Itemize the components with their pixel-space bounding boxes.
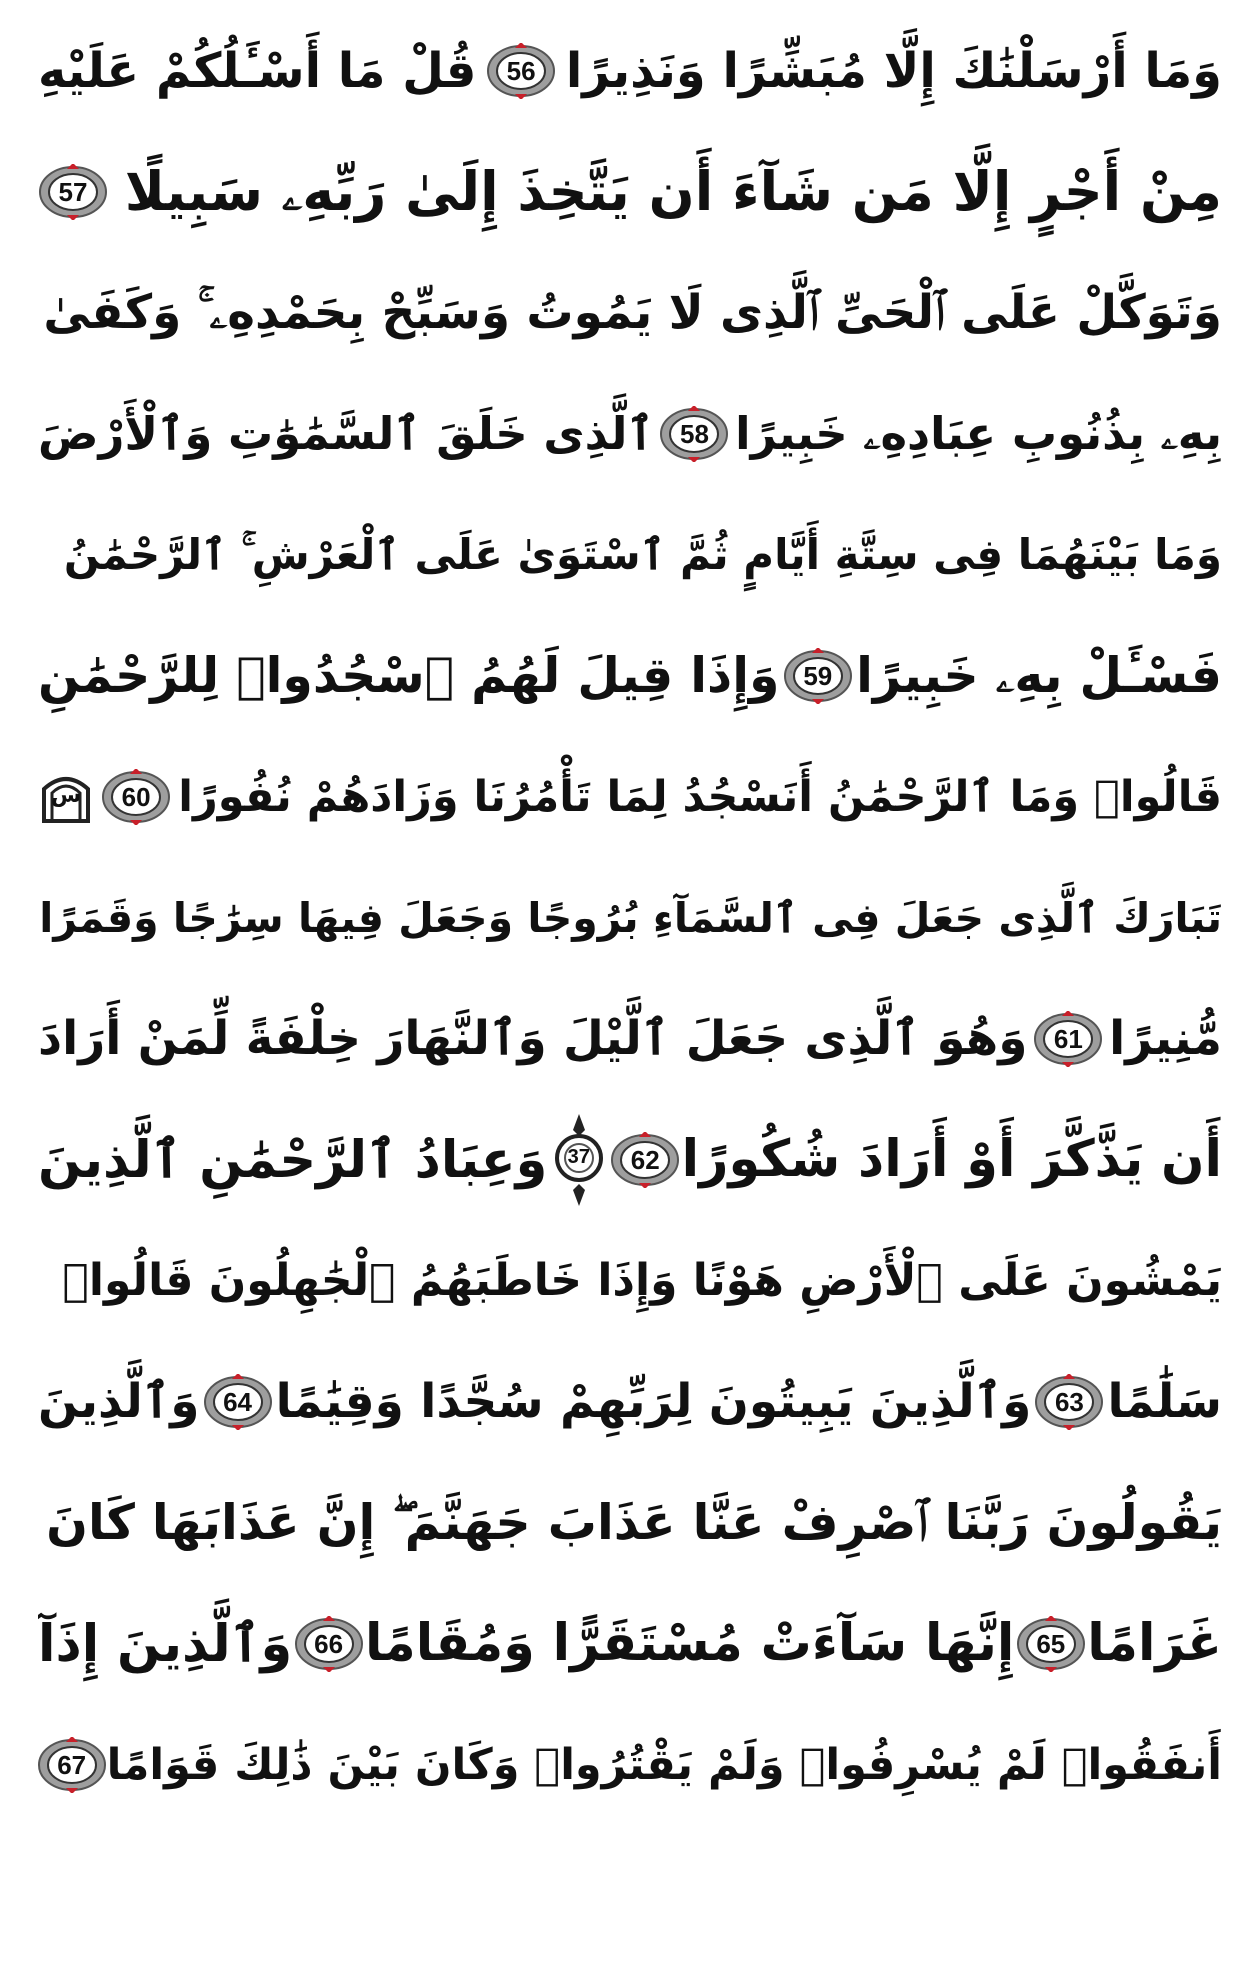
verse-text: وَٱلَّذِينَ إِذَآ <box>38 1614 293 1674</box>
quran-line <box>38 736 1222 857</box>
ayah-number: 59 <box>803 660 833 691</box>
verse-text: مُّنِيرًا <box>1109 1011 1222 1066</box>
verse-text: إِنَّهَا سَآءَتْ مُسْتَقَرًّا وَمُقَامًا <box>365 1614 1015 1673</box>
verse-text: بِهِۦ بِذُنُوبِ عِبَادِهِۦ خَبِيرًا <box>735 406 1222 460</box>
verse-text: وَإِذَا قِيلَ لَهُمُ ٱسْجُدُوا۟ لِلرَّحْمَٰنِ <box>38 647 780 704</box>
quran-line <box>38 1220 1222 1341</box>
quran-line <box>38 978 1222 1099</box>
quran-line <box>38 615 1222 736</box>
sajdah-letter: س <box>50 782 82 808</box>
quran-line <box>38 494 1222 615</box>
hizb-number: 37 <box>567 1145 590 1168</box>
ayah-number-marker <box>610 1132 680 1188</box>
quran-line <box>38 373 1222 494</box>
quran-line <box>38 252 1222 373</box>
verse-text: وَٱلَّذِينَ يَبِيتُونَ لِرَبِّهِمْ سُجَّدًا وَقِيَٰمًا <box>275 1374 1032 1429</box>
verse-text: قَالُوا۟ وَمَا ٱلرَّحْمَٰنُ أَنَسْجُدُ لِمَا تَأْمُرُنَا وَزَادَهُمْ نُفُورًا <box>178 771 1222 822</box>
ayah-number: 61 <box>1053 1023 1083 1054</box>
quran-line <box>38 1462 1222 1583</box>
quran-line <box>38 1704 1222 1825</box>
quran-line <box>38 131 1222 252</box>
ayah-number-marker <box>1033 1011 1103 1067</box>
ayah-number-marker <box>38 1737 107 1793</box>
ayah-number-marker <box>659 406 729 462</box>
verse-text: فَسْـَٔلْ بِهِۦ خَبِيرًا <box>856 646 1222 704</box>
verse-text: وَهُوَ ٱلَّذِى جَعَلَ ٱلَّيْلَ وَٱلنَّهَارَ خِلْفَةً لِّمَنْ أَرَادَ <box>38 1011 1028 1066</box>
ayah-number: 66 <box>314 1628 344 1659</box>
quran-line <box>38 1583 1222 1704</box>
ayah-number: 57 <box>58 176 88 207</box>
verse-text: يَقُولُونَ رَبَّنَا ٱصْرِفْ عَنَّا عَذَابَ جَهَنَّمَ ۖ إِنَّ عَذَابَهَا كَانَ <box>46 1493 1222 1551</box>
verse-text: وَتَوَكَّلْ عَلَى ٱلْحَىِّ ٱلَّذِى لَا يَمُوتُ وَسَبِّحْ بِحَمْدِهِۦ ۚ وَكَفَىٰ <box>43 284 1222 340</box>
ayah-number-marker <box>486 43 556 99</box>
hizb-marker <box>549 1112 609 1208</box>
quran-line <box>38 857 1222 978</box>
quran-line <box>38 1099 1222 1220</box>
ayah-number: 67 <box>57 1749 87 1780</box>
verse-text: أَنفَقُوا۟ لَمْ يُسْرِفُوا۟ وَلَمْ يَقْتُرُوا۟ وَكَانَ بَيْنَ ذَٰلِكَ قَوَامًا <box>106 1739 1222 1790</box>
ayah-number-marker <box>1034 1374 1104 1430</box>
ayah-number-marker <box>783 648 853 704</box>
ayah-number: 58 <box>680 418 709 449</box>
ayah-number-marker <box>1016 1616 1086 1672</box>
quran-line <box>38 10 1222 131</box>
verse-text: وَعِبَادُ ٱلرَّحْمَٰنِ ٱلَّذِينَ <box>38 1130 548 1190</box>
ayah-number: 62 <box>630 1144 660 1175</box>
verse-text: ٱلَّذِى خَلَقَ ٱلسَّمَٰوَٰتِ وَٱلْأَرْضَ <box>38 407 654 460</box>
sajdah-marker <box>38 769 94 825</box>
ayah-number-marker <box>203 1374 273 1430</box>
verse-text: تَبَارَكَ ٱلَّذِى جَعَلَ فِى ٱلسَّمَآءِ بُرُوجًا وَجَعَلَ فِيهَا سِرَٰجًا وَقَمَرًا <box>39 893 1222 942</box>
ayah-number: 64 <box>223 1386 252 1417</box>
verse-text: وَٱلَّذِينَ <box>38 1374 200 1429</box>
ayah-number: 60 <box>121 781 151 812</box>
ayah-number: 63 <box>1054 1386 1084 1417</box>
ayah-number-marker <box>38 164 108 220</box>
ayah-number-marker <box>101 769 171 825</box>
verse-text: وَمَا أَرْسَلْنَٰكَ إِلَّا مُبَشِّرًا وَنَذِيرًا <box>565 42 1222 99</box>
ayah-number: 65 <box>1036 1628 1066 1659</box>
verse-text: غَرَامًا <box>1087 1614 1222 1673</box>
ayah-number-marker <box>294 1616 364 1672</box>
verse-text: مِنْ أَجْرٍ إِلَّا مَن شَآءَ أَن يَتَّخِذَ إِلَىٰ رَبِّهِۦ سَبِيلًا <box>124 159 1222 223</box>
verse-text: وَمَا بَيْنَهُمَا فِى سِتَّةِ أَيَّامٍ ثُمَّ ٱسْتَوَىٰ عَلَى ٱلْعَرْشِ ۚ ٱلرَّحْمَٰنُ <box>63 529 1222 579</box>
verse-text: قُلْ مَا أَسْـَٔلُكُمْ عَلَيْهِ <box>38 42 477 99</box>
verse-text: يَمْشُونَ عَلَى ٱلْأَرْضِ هَوْنًا وَإِذَا خَاطَبَهُمُ ٱلْجَٰهِلُونَ قَالُوا۟ <box>62 1255 1222 1306</box>
ayah-number: 56 <box>506 55 536 86</box>
verse-text: أَن يَذَّكَّرَ أَوْ أَرَادَ شُكُورًا <box>681 1130 1222 1189</box>
quran-line <box>38 1341 1222 1462</box>
verse-text: سَلَٰمًا <box>1107 1374 1222 1429</box>
